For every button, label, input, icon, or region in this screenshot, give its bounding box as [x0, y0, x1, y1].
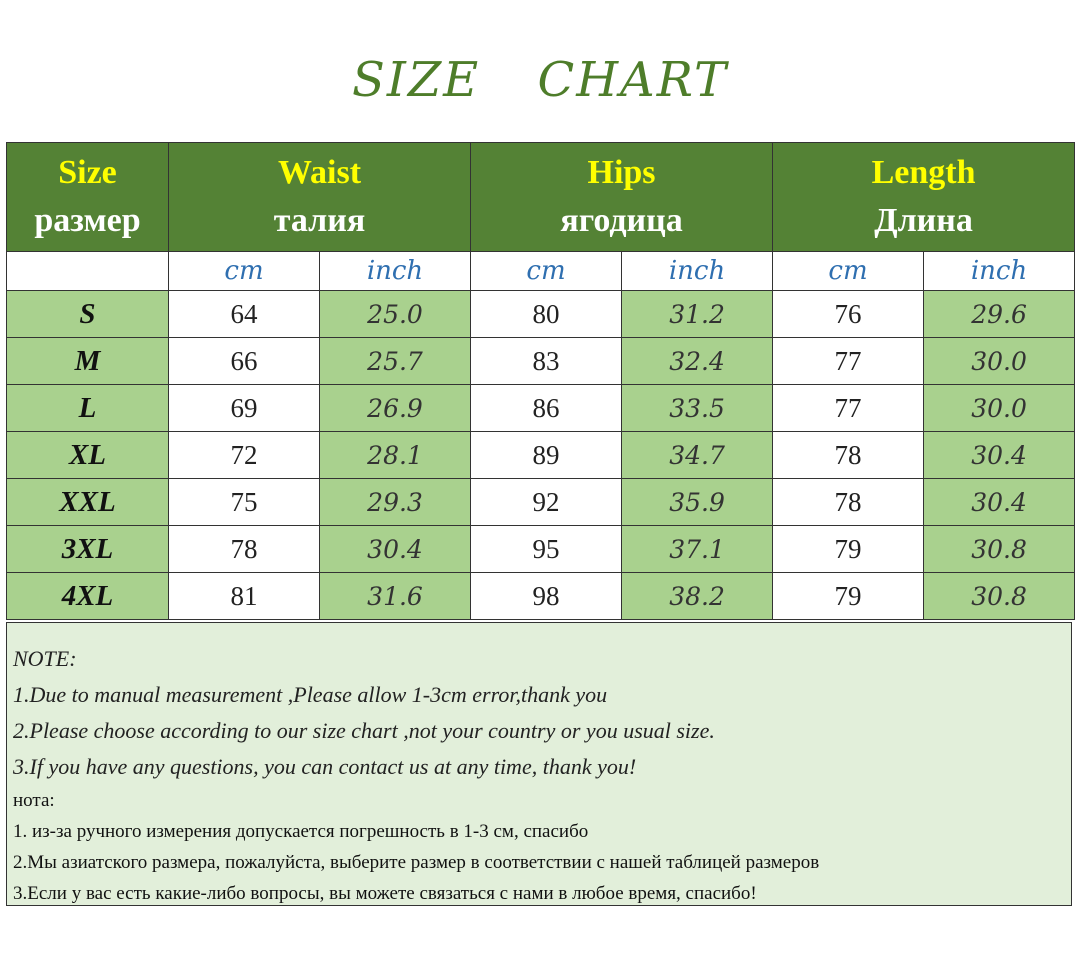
header-row — [7, 143, 1075, 252]
size-chart-table — [6, 142, 1075, 620]
hips-cm-cell: 95 — [471, 526, 622, 573]
length-inch-cell: 30.4 — [924, 432, 1075, 479]
waist-inch-cell: 25.0 — [320, 291, 471, 338]
size-rows — [7, 291, 1075, 620]
waist-inch-cell: 28.1 — [320, 432, 471, 479]
note-heading-ru: нота: — [13, 790, 55, 811]
size-cell: S — [7, 291, 169, 338]
header-length-en: Length — [871, 154, 976, 191]
hips-cm-cell: 80 — [471, 291, 622, 338]
hips-cm-cell: 98 — [471, 573, 622, 620]
unit-cm: cm — [773, 252, 924, 291]
table-row — [7, 385, 1075, 432]
size-cell: XXL — [7, 479, 169, 526]
header-waist-en: Waist — [277, 154, 362, 191]
length-inch-cell: 30.0 — [924, 338, 1075, 385]
header-hips-ru: ягодица — [560, 202, 683, 239]
length-cm-cell: 79 — [773, 526, 924, 573]
table-row — [7, 479, 1075, 526]
header-size — [7, 143, 169, 252]
hips-inch-cell: 33.5 — [622, 385, 773, 432]
header-waist-ru: талия — [273, 202, 366, 239]
length-inch-cell: 30.4 — [924, 479, 1075, 526]
size-cell: L — [7, 385, 169, 432]
table-row — [7, 573, 1075, 620]
hips-inch-cell: 37.1 — [622, 526, 773, 573]
units-empty-cell — [7, 252, 169, 291]
length-inch-cell: 30.0 — [924, 385, 1075, 432]
hips-inch-cell: 31.2 — [622, 291, 773, 338]
hips-inch-cell: 38.2 — [622, 573, 773, 620]
waist-cm-cell: 78 — [169, 526, 320, 573]
header-hips-en: Hips — [587, 154, 656, 191]
hips-inch-cell: 34.7 — [622, 432, 773, 479]
note-ru-line: 1. из-за ручного измерения допускается погрешность в 1-3 см, спасибо — [13, 821, 589, 842]
hips-cm-cell: 89 — [471, 432, 622, 479]
note-heading-en: NOTE: — [13, 646, 77, 671]
length-inch-cell: 30.8 — [924, 526, 1075, 573]
waist-cm-cell: 64 — [169, 291, 320, 338]
unit-inch: inch — [622, 252, 773, 291]
units-row — [7, 252, 1075, 291]
note-en-line: 3.If you have any questions, you can contact us at any time, thank you! — [13, 754, 637, 779]
header-length-ru: Длина — [874, 202, 973, 239]
length-cm-cell: 78 — [773, 432, 924, 479]
size-cell: M — [7, 338, 169, 385]
waist-inch-cell: 30.4 — [320, 526, 471, 573]
note-en-line: 2.Please choose according to our size chart ,not your country or you usual size. — [13, 718, 715, 743]
notes-box — [6, 622, 1072, 906]
header-size-ru: размер — [34, 202, 141, 239]
table-row — [7, 291, 1075, 338]
unit-cm: cm — [471, 252, 622, 291]
hips-cm-cell: 83 — [471, 338, 622, 385]
table-row — [7, 432, 1075, 479]
size-cell: 4XL — [7, 573, 169, 620]
waist-inch-cell: 26.9 — [320, 385, 471, 432]
waist-inch-cell: 29.3 — [320, 479, 471, 526]
unit-cm: cm — [169, 252, 320, 291]
length-cm-cell: 78 — [773, 479, 924, 526]
waist-cm-cell: 69 — [169, 385, 320, 432]
header-size-en: Size — [58, 154, 117, 191]
length-cm-cell: 79 — [773, 573, 924, 620]
waist-inch-cell: 25.7 — [320, 338, 471, 385]
waist-cm-cell: 75 — [169, 479, 320, 526]
size-cell: 3XL — [7, 526, 169, 573]
table-row — [7, 338, 1075, 385]
hips-cm-cell: 86 — [471, 385, 622, 432]
length-cm-cell: 77 — [773, 385, 924, 432]
note-ru-line: 2.Мы азиатского размера, пожалуйста, выберите размер в соответствии с нашей таблицей размеров — [13, 852, 820, 873]
waist-cm-cell: 66 — [169, 338, 320, 385]
table-row — [7, 526, 1075, 573]
header-length — [773, 143, 1075, 252]
header-hips — [471, 143, 773, 252]
note-ru-line: 3.Если у вас есть какие-либо вопросы, вы можете связаться с нами в любое время, спасибо! — [13, 883, 757, 904]
waist-cm-cell: 72 — [169, 432, 320, 479]
waist-inch-cell: 31.6 — [320, 573, 471, 620]
length-inch-cell: 30.8 — [924, 573, 1075, 620]
size-cell: XL — [7, 432, 169, 479]
length-inch-cell: 29.6 — [924, 291, 1075, 338]
note-en-line: 1.Due to manual measurement ,Please allow 1-3cm error,thank you — [13, 682, 608, 707]
length-cm-cell: 77 — [773, 338, 924, 385]
unit-inch: inch — [924, 252, 1075, 291]
hips-inch-cell: 35.9 — [622, 479, 773, 526]
waist-cm-cell: 81 — [169, 573, 320, 620]
page-title: SIZE CHART — [351, 52, 729, 108]
hips-inch-cell: 32.4 — [622, 338, 773, 385]
hips-cm-cell: 92 — [471, 479, 622, 526]
unit-inch: inch — [320, 252, 471, 291]
length-cm-cell: 76 — [773, 291, 924, 338]
header-waist — [169, 143, 471, 252]
